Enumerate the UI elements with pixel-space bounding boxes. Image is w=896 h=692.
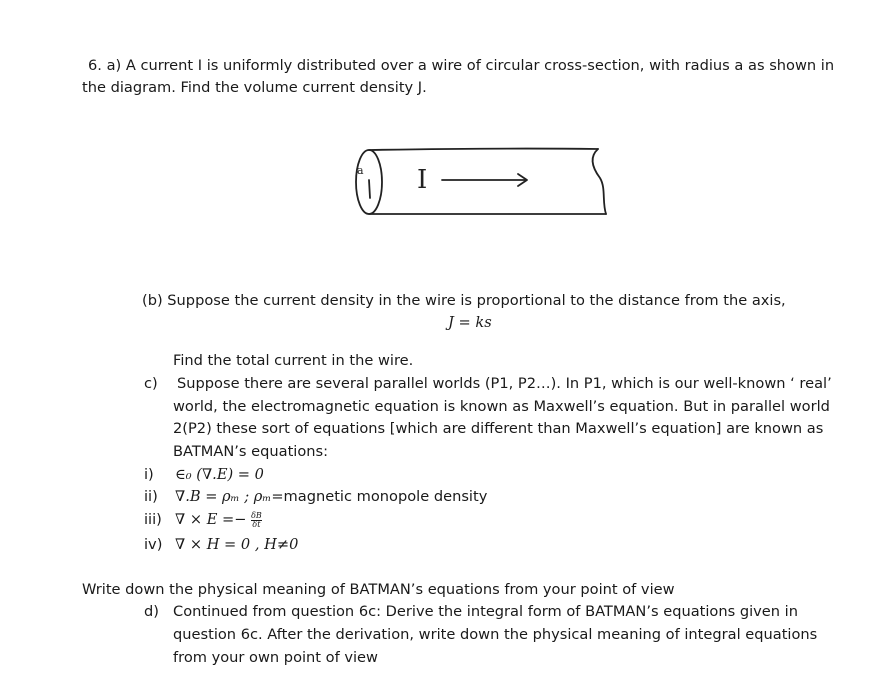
- equation-marker: iv): [144, 536, 163, 553]
- question-b-equation: J = ks: [448, 314, 492, 331]
- equation-iii-expr: ∇ × E =−: [175, 511, 247, 528]
- question-c-line: BATMAN’s equations:: [173, 443, 329, 460]
- equation-i: ∈₀ (∇.E) = 0: [175, 466, 264, 483]
- equation-iv: ∇ × H = 0 , H≠0: [175, 536, 299, 553]
- equation-marker: ii): [144, 488, 158, 505]
- question-c-marker: c): [144, 375, 158, 392]
- question-c-line: world, the electromagnetic equation is known as Maxwell’s equation. But in parallel world: [173, 398, 830, 415]
- radius-label: a: [357, 164, 364, 177]
- equation-marker: i): [144, 466, 154, 483]
- question-b-followup: Find the total current in the wire.: [173, 352, 414, 369]
- radius-line: [369, 180, 370, 198]
- equation-ii: [175, 487, 487, 507]
- question-d-line: Continued from question 6c: Derive the integral form of BATMAN’s equations given in: [173, 603, 798, 620]
- question-d-marker: d): [144, 603, 159, 620]
- equation-ii-note: =magnetic monopole density: [271, 488, 488, 505]
- question-b-text: (b) Suppose the current density in the wire is proportional to the distance from the axis,: [142, 292, 786, 309]
- question-c-line: 2(P2) these sort of equations [which are different than Maxwell’s equation] are known as: [173, 420, 824, 437]
- instruction-text: Write down the physical meaning of BATMAN’s equations from your point of view: [82, 581, 675, 598]
- question-a-line-1: 6. a) A current I is uniformly distributed over a wire of circular cross-section, with radius a as shown in: [88, 57, 835, 74]
- current-label: I: [417, 165, 428, 195]
- fraction-denominator: δt: [252, 519, 261, 529]
- question-a-line-2: the diagram. Find the volume current density J.: [82, 79, 427, 96]
- question-d-line: question 6c. After the derivation, write down the physical meaning of integral equations: [173, 626, 818, 643]
- wire-diagram: [350, 138, 620, 228]
- question-d-line: from your own point of view: [173, 649, 378, 666]
- wire-top-edge: [369, 149, 598, 150]
- equation-ii-expr: ∇.B = ρₘ ; ρₘ: [175, 488, 272, 505]
- equation-marker: iii): [144, 511, 162, 528]
- question-c-line: Suppose there are several parallel worlds (P1, P2…). In P1, which is our well-known ‘ real’: [177, 375, 832, 392]
- equation-iii-fraction: [251, 512, 262, 529]
- wire-cut-end: [593, 149, 606, 214]
- fraction-numerator: δB: [251, 510, 262, 520]
- equation-iii: [175, 510, 262, 530]
